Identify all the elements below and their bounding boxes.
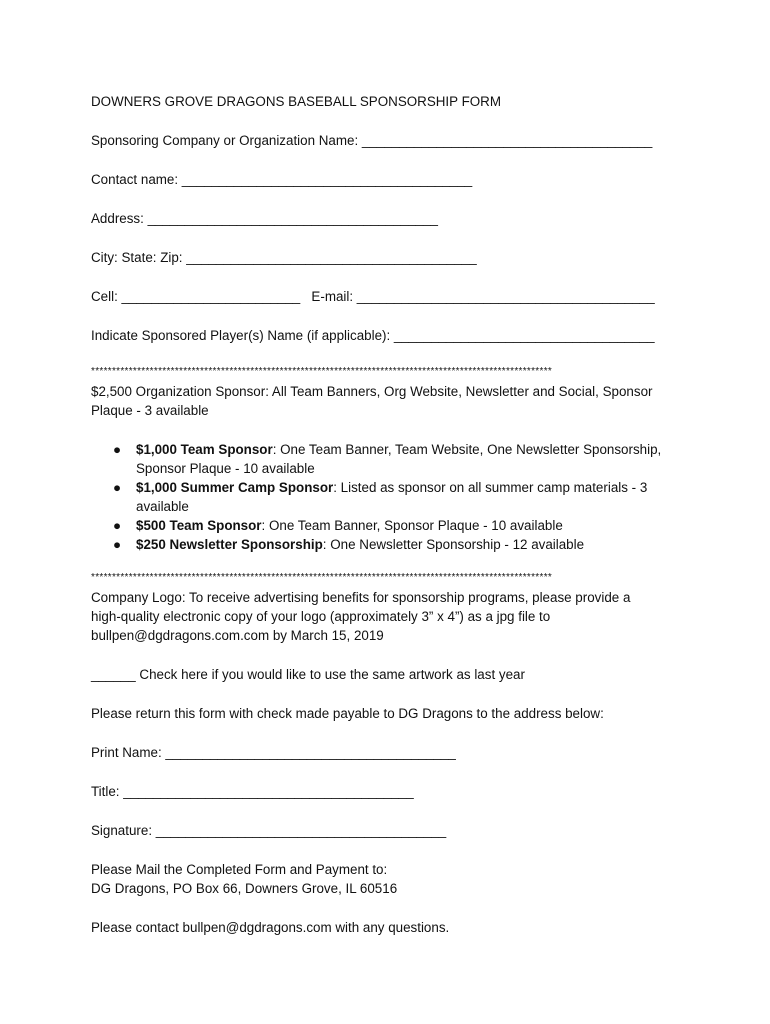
tier-name: $1,000 Summer Camp Sponsor xyxy=(136,480,334,495)
city-state-zip-field[interactable]: City: State: Zip: _______________________________________ xyxy=(91,250,477,265)
list-item xyxy=(91,440,676,478)
sponsor-tier-list xyxy=(91,440,691,554)
return-note: Please return this form with check made payable to DG Dragons to the address below: xyxy=(91,706,604,721)
divider-stars: ************************************************************************************************************** xyxy=(91,572,553,583)
same-artwork-checkbox[interactable]: ______ Check here if you would like to use the same artwork as last year xyxy=(91,667,525,682)
org-sponsor-text: $2,500 Organization Sponsor: All Team Banners, Org Website, Newsletter and Social, Sponsor Plaque - 3 available xyxy=(91,384,653,418)
sponsorship-form xyxy=(91,92,691,937)
list-item xyxy=(91,535,676,554)
sponsored-player-field[interactable]: Indicate Sponsored Player(s) Name (if applicable): ___________________________________ xyxy=(91,328,655,343)
tier-name: $250 Newsletter Sponsorship xyxy=(136,537,323,552)
tier-desc: : One Team Banner, Team Website, One Newsletter Sponsorship, Sponsor Plaque - 10 available xyxy=(136,442,662,476)
title-field[interactable]: Title: _______________________________________ xyxy=(91,784,414,799)
email-field[interactable]: E-mail: ________________________________________ xyxy=(311,289,655,304)
contact-name-field[interactable]: Contact name: _______________________________________ xyxy=(91,172,473,187)
logo-instructions: Company Logo: To receive advertising benefits for sponsorship programs, please provide a high-quality electronic copy of your logo (approximately 3” x 4”) as a jpg file to bullpen@dgdragons.com.com by March 15, 2019 xyxy=(91,590,631,643)
list-item xyxy=(91,516,676,535)
tier-name: $500 Team Sponsor xyxy=(136,518,262,533)
list-item xyxy=(91,478,676,516)
tier-desc: : One Newsletter Sponsorship - 12 available xyxy=(322,537,585,552)
bullet-icon: ● xyxy=(113,442,122,457)
bullet-icon: ● xyxy=(113,518,122,533)
signature-field[interactable]: Signature: _______________________________________ xyxy=(91,823,447,838)
tier-desc: : One Team Banner, Sponsor Plaque - 10 available xyxy=(261,518,563,533)
cell-field[interactable]: Cell: ________________________ xyxy=(91,289,301,304)
bullet-icon: ● xyxy=(113,537,122,552)
company-name-field[interactable]: Sponsoring Company or Organization Name: _______________________________________ xyxy=(91,133,653,148)
bullet-icon: ● xyxy=(113,480,122,495)
divider-stars: ************************************************************************************************************** xyxy=(91,366,553,377)
contact-note: Please contact bullpen@dgdragons.com with any questions. xyxy=(91,920,450,935)
print-name-field[interactable]: Print Name: _______________________________________ xyxy=(91,745,456,760)
address-field[interactable]: Address: _______________________________________ xyxy=(91,211,439,226)
tier-desc: : Listed as sponsor on all summer camp materials - 3 available xyxy=(136,480,648,514)
tier-name: $1,000 Team Sponsor xyxy=(136,442,273,457)
form-title: DOWNERS GROVE DRAGONS BASEBALL SPONSORSHIP FORM xyxy=(91,94,501,109)
cell-email-row xyxy=(91,287,691,306)
mail-instructions: Please Mail the Completed Form and Payment to: DG Dragons, PO Box 66, Downers Grove, IL 60516 xyxy=(91,862,398,896)
